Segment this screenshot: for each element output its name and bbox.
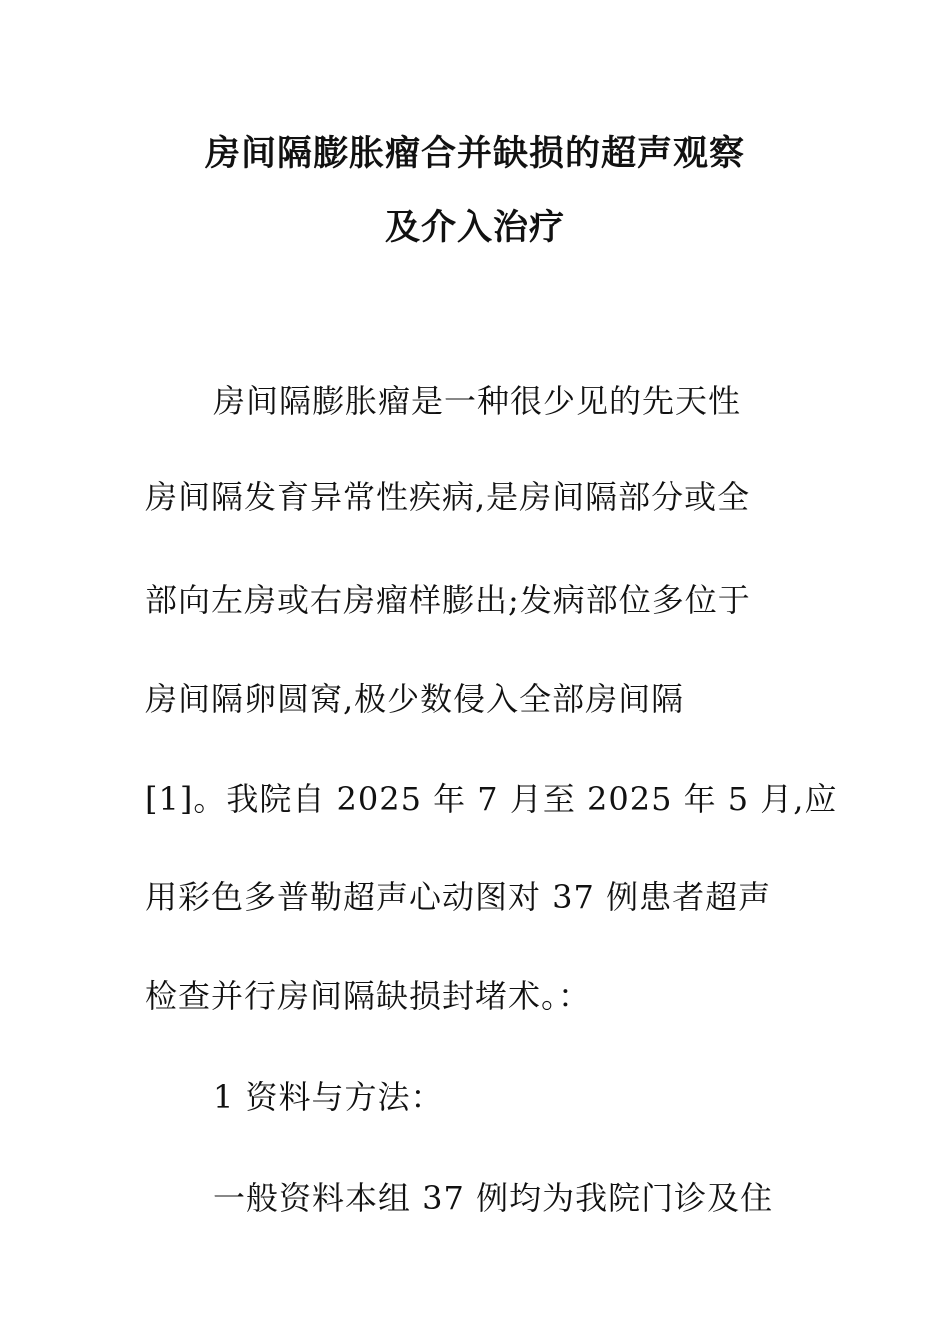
paragraph-line: 用彩色多普勒超声心动图对 37 例患者超声 [145, 878, 772, 916]
paragraph-line: 房间隔膨胀瘤是一种很少见的先天性 [213, 382, 742, 420]
paragraph-line: 检查并行房间隔缺损封堵术。： [145, 977, 592, 1015]
section-heading: 1 资料与方法： [213, 1078, 444, 1116]
paragraph-line: 房间隔发育异常性疾病,是房间隔部分或全 [145, 478, 751, 516]
paragraph-line: 一般资料本组 37 例均为我院门诊及住 [213, 1179, 774, 1217]
paragraph-line: 房间隔卵圆窝,极少数侵入全部房间隔 [145, 680, 685, 718]
paragraph-line: 部向左房或右房瘤样膨出;发病部位多位于 [145, 581, 751, 619]
paragraph-line: [1]。我院自 2025 年 7 月至 2025 年 5 月,应 [145, 780, 838, 818]
document-title-line-1: 房间隔膨胀瘤合并缺损的超声观察 [204, 134, 745, 174]
document-title-line-2: 及介入治疗 [384, 208, 565, 248]
